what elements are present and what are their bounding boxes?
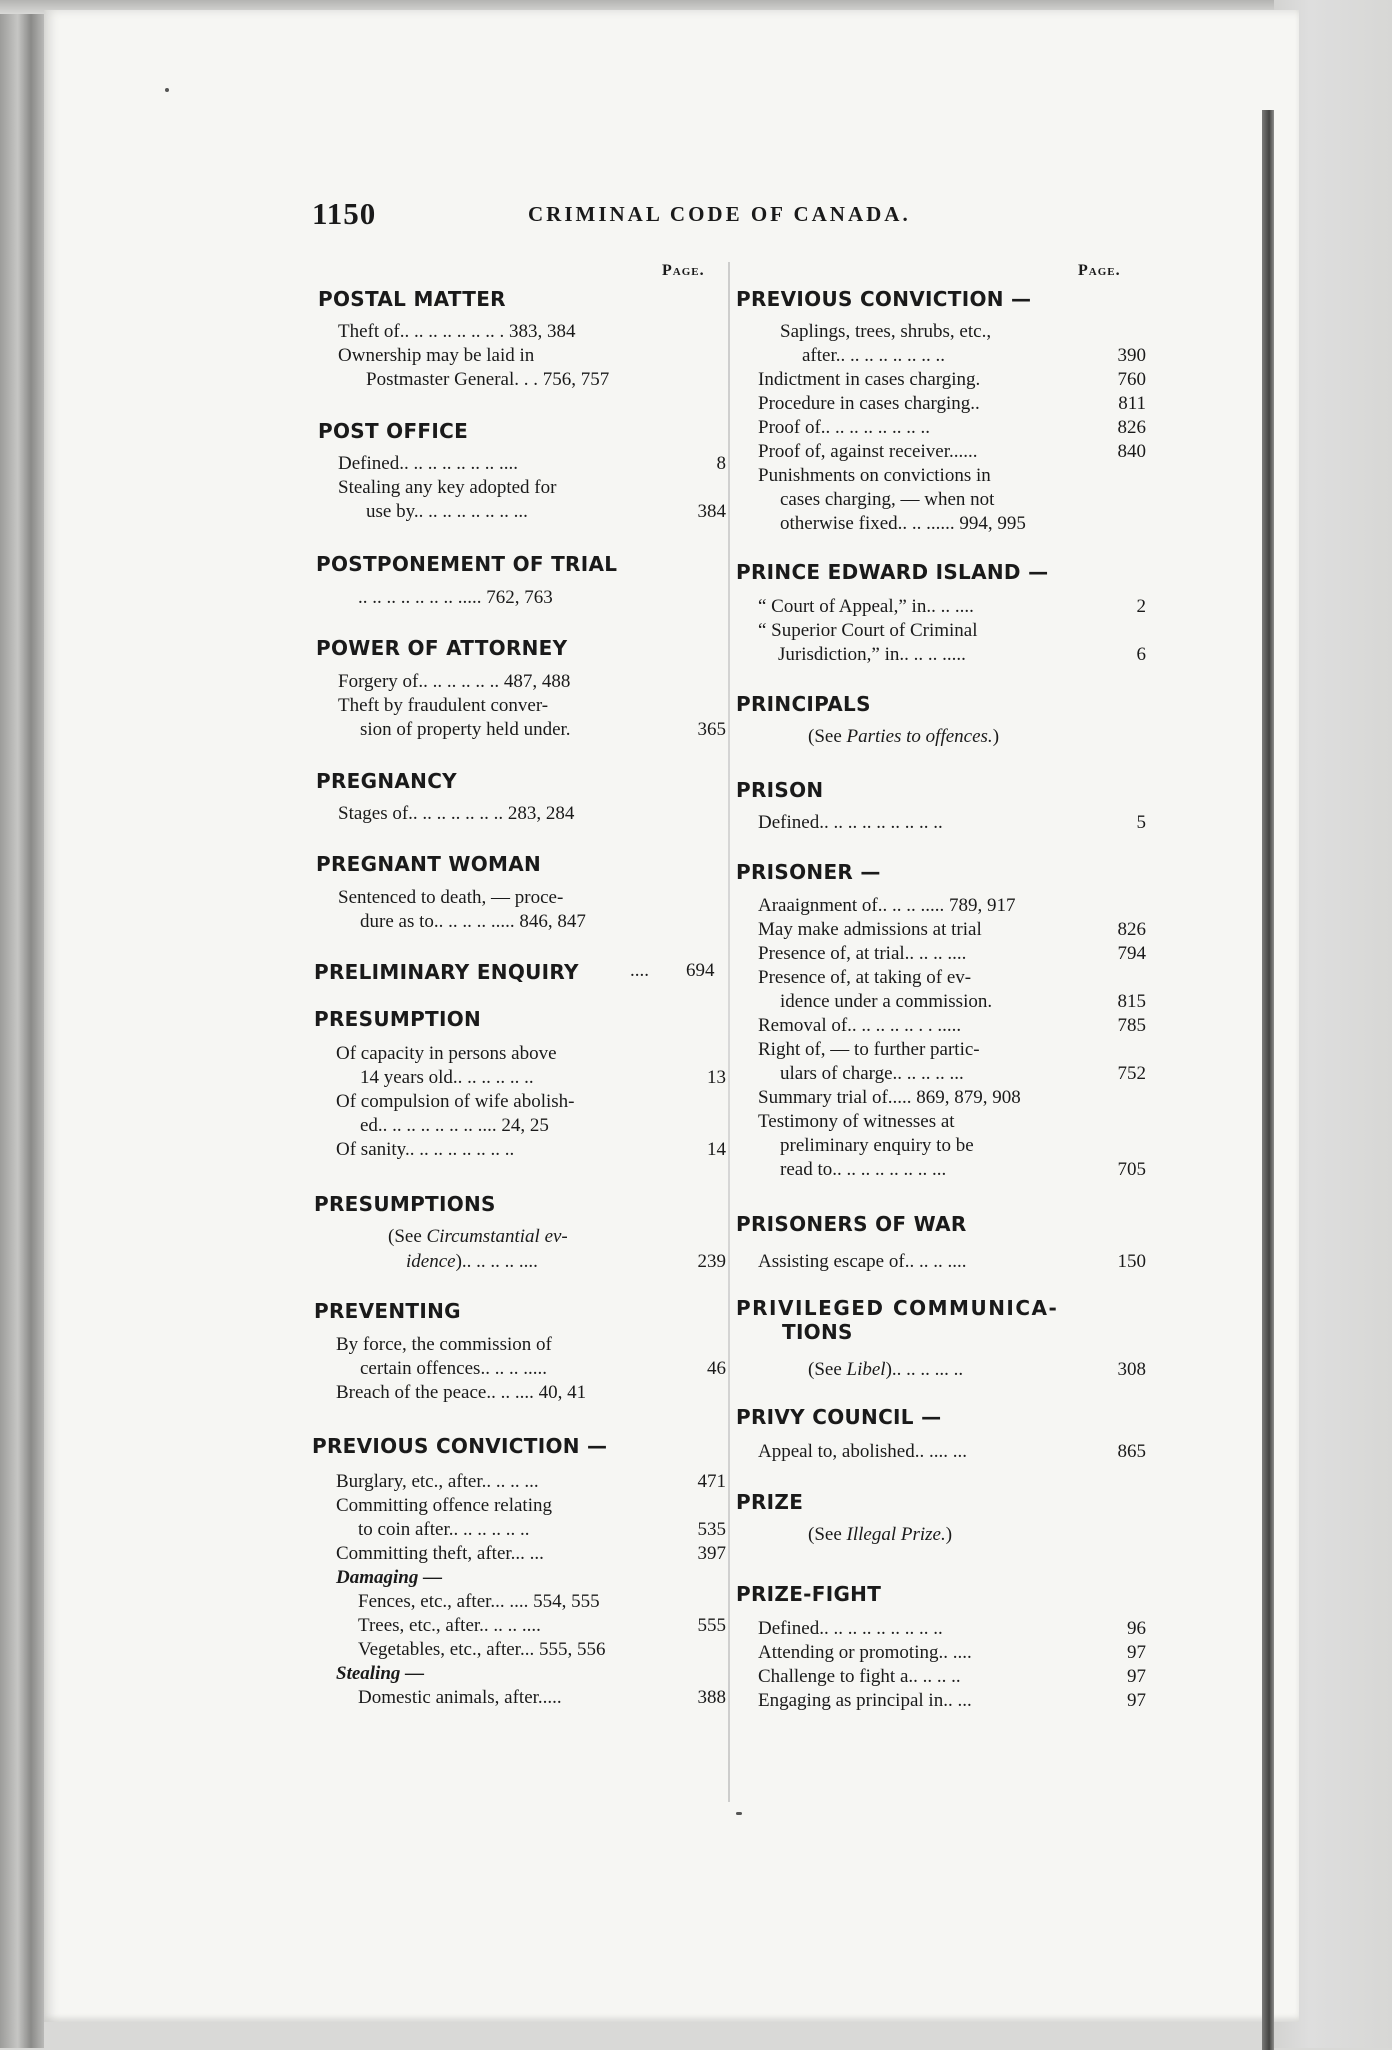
index-heading: PRINCE EDWARD ISLAND — (736, 560, 1049, 584)
running-title: CRIMINAL CODE OF CANADA. (528, 202, 911, 226)
index-heading: PRIZE (736, 1490, 804, 1514)
index-heading: POST OFFICE (318, 419, 469, 443)
index-heading: PRISONERS OF WAR (736, 1212, 967, 1236)
index-heading: TIONS (782, 1320, 853, 1344)
index-heading: PRELIMINARY ENQUIRY (314, 960, 579, 984)
index-heading: PRIZE-FIGHT (736, 1582, 882, 1606)
see-reference: (See Circumstantial ev- (388, 1226, 568, 1247)
book-binding-left (0, 0, 44, 2048)
index-heading: POSTAL MATTER (318, 287, 506, 311)
leader-dots: .... (630, 960, 649, 981)
index-heading: PRISONER — (736, 860, 881, 884)
index-heading: POSTPONEMENT OF TRIAL (316, 552, 618, 576)
index-heading: PRESUMPTION (314, 1007, 482, 1031)
see-reference: (See Parties to offences.) (808, 726, 1000, 747)
index-page-ref: 694 (686, 960, 715, 981)
index-heading: PREGNANT WOMAN (316, 852, 542, 876)
see-reference: (See Illegal Prize.) (808, 1524, 953, 1545)
index-heading: PREGNANCY (316, 769, 457, 793)
index-heading: PRISON (736, 778, 824, 802)
index-heading: POWER OF ATTORNEY (316, 636, 568, 660)
book-page (44, 10, 1299, 2022)
index-heading: PRIVILEGED COMMUNICA- (736, 1296, 1059, 1320)
page-gutter-shadow (1262, 110, 1274, 2050)
index-heading: PREVIOUS CONVICTION — (312, 1434, 608, 1458)
index-heading: PREVENTING (314, 1299, 461, 1323)
dust-speck (165, 88, 169, 92)
page-number: 1150 (312, 196, 377, 231)
page-column-label-left: Page. (662, 262, 705, 279)
page-column-label-right: Page. (1078, 262, 1121, 279)
index-heading: PRINCIPALS (736, 692, 871, 716)
index-heading: PREVIOUS CONVICTION — (736, 287, 1032, 311)
column-divider (728, 262, 730, 1802)
index-heading: PRIVY COUNCIL — (736, 1405, 942, 1429)
index-heading: PRESUMPTIONS (314, 1192, 496, 1216)
dust-speck (736, 1812, 742, 1815)
